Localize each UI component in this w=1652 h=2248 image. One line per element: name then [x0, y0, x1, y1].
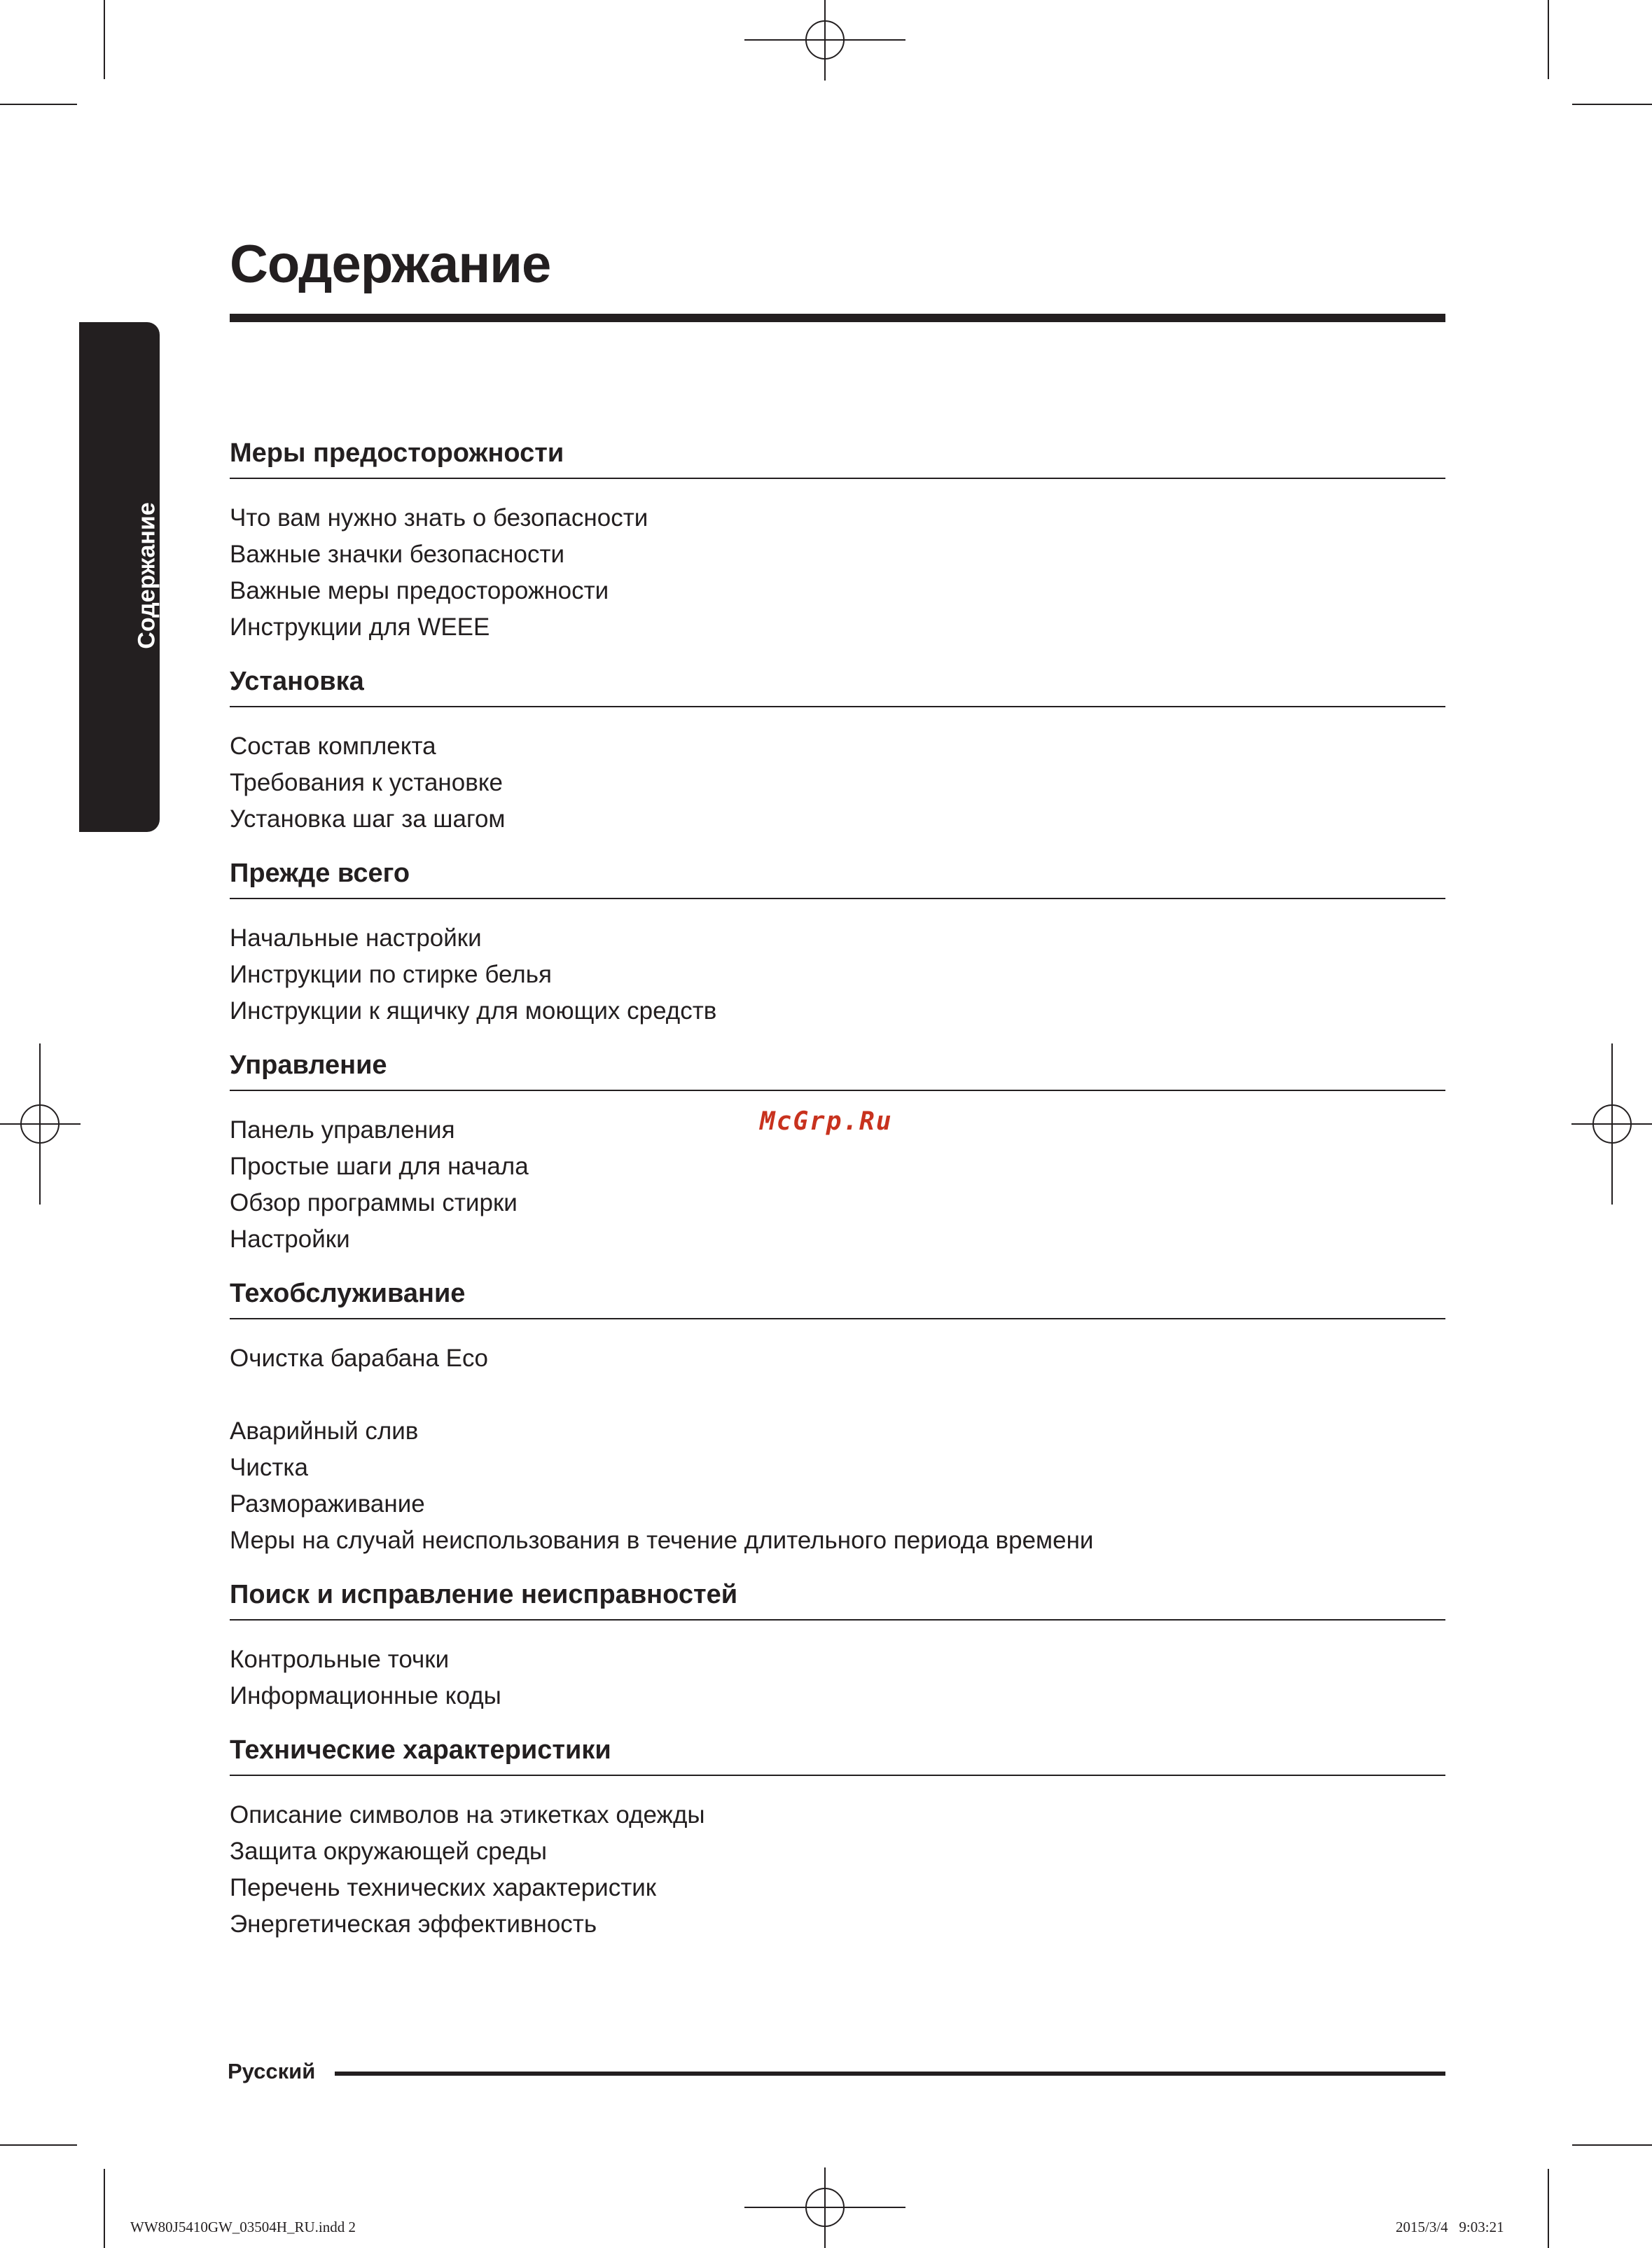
registration-mark-icon [0, 1043, 81, 1205]
section-heading[interactable]: Установка [230, 668, 1445, 707]
print-slug-date: 2015/3/4 9:03:21 [1396, 2219, 1504, 2235]
toc-item[interactable]: Энергетическая эффективность [230, 1910, 597, 1938]
toc-item[interactable]: Информационные коды [230, 1682, 501, 1709]
toc-item[interactable]: Простые шаги для начала [230, 1153, 529, 1180]
toc-section [230, 668, 1445, 838]
section-heading[interactable]: Управление [230, 1052, 1445, 1091]
section-heading[interactable]: Меры предосторожности [230, 440, 1445, 479]
toc-section [230, 1052, 1445, 1258]
toc-item[interactable]: Что вам нужно знать о безопасности [230, 504, 648, 532]
toc-item[interactable]: Описание символов на этикетках одежды [230, 1801, 705, 1829]
crop-mark [1572, 104, 1652, 105]
crop-mark [0, 104, 77, 105]
watermark: McGrp.Ru [760, 1107, 893, 1136]
toc-item[interactable]: Важные значки безопасности [230, 541, 565, 568]
toc-item[interactable]: Состав комплекта [230, 733, 436, 760]
section-heading[interactable]: Технические характеристики [230, 1737, 1445, 1776]
toc-item[interactable]: Требования к установке [230, 769, 503, 796]
toc-item[interactable]: Инструкции для WEEE [230, 613, 490, 641]
toc-item[interactable]: Аварийный слив [230, 1417, 419, 1445]
crop-mark [1572, 2144, 1652, 2146]
toc-section [230, 1737, 1445, 1943]
crop-mark [104, 0, 105, 79]
section-heading[interactable]: Поиск и исправление неисправностей [230, 1581, 1445, 1621]
side-tab-label: Содержание [133, 502, 160, 649]
toc-item[interactable]: Настройки [230, 1226, 350, 1253]
toc-item[interactable]: Перечень технических характеристик [230, 1874, 657, 1901]
toc-item[interactable]: Инструкции к ящичку для моющих средств [230, 997, 717, 1025]
toc-item[interactable]: Инструкции по стирке белья [230, 961, 552, 988]
registration-mark-icon [744, 0, 912, 81]
toc-section [230, 1280, 1445, 1559]
toc-section [230, 860, 1445, 1029]
crop-mark [1548, 0, 1549, 79]
toc-item[interactable]: Установка шаг за шагом [230, 805, 506, 833]
footer-language: Русский [228, 2059, 316, 2083]
toc-section [230, 440, 1445, 646]
crop-mark [0, 2144, 77, 2146]
toc-item[interactable]: Важные меры предосторожности [230, 577, 609, 604]
crop-mark [1548, 2169, 1549, 2248]
toc-item[interactable]: Меры на случай неиспользования в течение длительного периода времени [230, 1527, 1094, 1554]
print-slug-file: WW80J5410GW_03504H_RU.indd 2 [130, 2219, 356, 2235]
toc-section [230, 1581, 1445, 1714]
toc-item[interactable]: Очистка барабана Eco [230, 1345, 488, 1372]
toc-item[interactable]: Контрольные точки [230, 1646, 450, 1673]
footer-rule [335, 2072, 1445, 2076]
crop-mark [104, 2169, 105, 2248]
section-heading[interactable]: Техобслуживание [230, 1280, 1445, 1319]
page-title: Содержание [230, 235, 551, 294]
toc-item[interactable]: Чистка [230, 1454, 308, 1481]
section-heading[interactable]: Прежде всего [230, 860, 1445, 899]
title-rule [230, 314, 1445, 322]
registration-mark-icon [1571, 1043, 1652, 1205]
table-of-contents [230, 434, 1445, 1943]
toc-item[interactable]: Обзор программы стирки [230, 1189, 518, 1216]
registration-mark-icon [744, 2167, 912, 2248]
toc-item[interactable]: Защита окружающей среды [230, 1838, 548, 1865]
toc-item[interactable]: Начальные настройки [230, 924, 482, 952]
toc-item[interactable]: Панель управления [230, 1116, 455, 1144]
toc-item[interactable]: Размораживание [230, 1490, 425, 1518]
